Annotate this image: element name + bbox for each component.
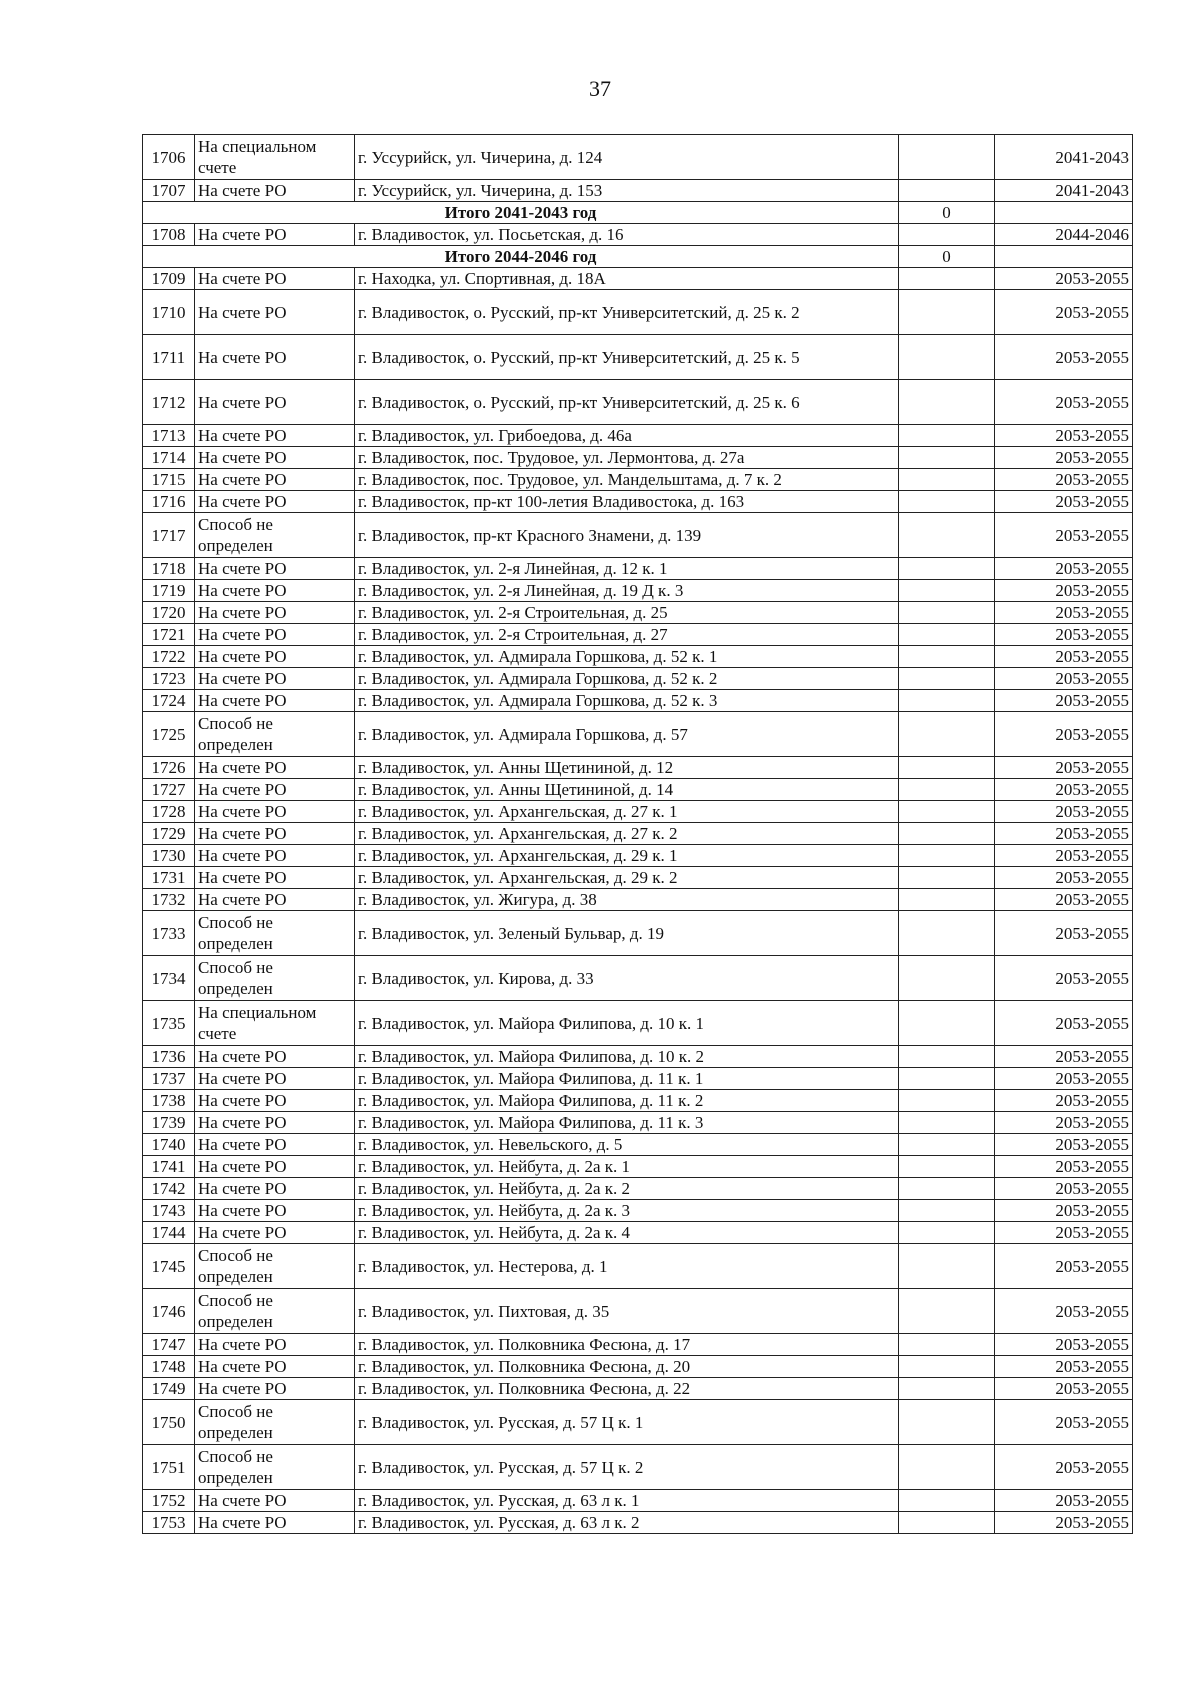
row-address: г. Владивосток, ул. Майора Филипова, д. 11 к. 3 (355, 1112, 899, 1134)
row-method: На счете РО (195, 779, 355, 801)
row-period: 2053-2055 (995, 845, 1133, 867)
row-number: 1740 (143, 1134, 195, 1156)
table-row (143, 469, 1133, 491)
row-address: г. Владивосток, ул. Русская, д. 57 Ц к. 1 (355, 1400, 899, 1445)
row-period: 2053-2055 (995, 1068, 1133, 1090)
row-period: 2053-2055 (995, 1200, 1133, 1222)
row-period: 2053-2055 (995, 867, 1133, 889)
row-method: На счете РО (195, 1134, 355, 1156)
row-address: г. Владивосток, ул. Нейбута, д. 2а к. 4 (355, 1222, 899, 1244)
row-number: 1725 (143, 712, 195, 757)
row-period: 2053-2055 (995, 469, 1133, 491)
row-empty-cell (899, 290, 995, 335)
row-empty-cell (899, 224, 995, 246)
row-number: 1742 (143, 1178, 195, 1200)
table-row (143, 224, 1133, 246)
row-number: 1726 (143, 757, 195, 779)
row-address: г. Владивосток, ул. Нестерова, д. 1 (355, 1244, 899, 1289)
row-period: 2053-2055 (995, 823, 1133, 845)
row-method: Способ не определен (195, 1445, 355, 1490)
row-address: г. Владивосток, ул. Полковника Фесюна, д. 20 (355, 1356, 899, 1378)
row-method: На счете РО (195, 1512, 355, 1534)
row-address: г. Владивосток, ул. Адмирала Горшкова, д. 52 к. 3 (355, 690, 899, 712)
table-row (143, 801, 1133, 823)
row-number: 1734 (143, 956, 195, 1001)
row-method: На счете РО (195, 801, 355, 823)
row-empty-cell (899, 889, 995, 911)
row-period: 2053-2055 (995, 447, 1133, 469)
row-period: 2053-2055 (995, 1222, 1133, 1244)
table-row (143, 624, 1133, 646)
row-empty-cell (899, 1244, 995, 1289)
row-empty-cell (899, 1068, 995, 1090)
row-method: На счете РО (195, 425, 355, 447)
row-period: 2053-2055 (995, 956, 1133, 1001)
row-method: Способ не определен (195, 1244, 355, 1289)
row-period: 2053-2055 (995, 1090, 1133, 1112)
row-address: г. Владивосток, ул. 2-я Линейная, д. 19 Д к. 3 (355, 580, 899, 602)
row-number: 1737 (143, 1068, 195, 1090)
row-number: 1738 (143, 1090, 195, 1112)
row-empty-cell (899, 602, 995, 624)
row-number: 1727 (143, 779, 195, 801)
row-empty-cell (899, 1178, 995, 1200)
row-period: 2053-2055 (995, 801, 1133, 823)
row-address: г. Владивосток, о. Русский, пр-кт Университетский, д. 25 к. 5 (355, 335, 899, 380)
row-address: г. Владивосток, ул. Полковника Фесюна, д. 17 (355, 1334, 899, 1356)
row-period: 2053-2055 (995, 757, 1133, 779)
row-number: 1717 (143, 513, 195, 558)
row-address: г. Владивосток, ул. Анны Щетининой, д. 12 (355, 757, 899, 779)
row-period: 2053-2055 (995, 290, 1133, 335)
row-method: Способ не определен (195, 911, 355, 956)
row-number: 1747 (143, 1334, 195, 1356)
row-method: На счете РО (195, 1068, 355, 1090)
total-label: Итого 2044-2046 год (143, 246, 899, 268)
table-row (143, 1001, 1133, 1046)
row-method: На счете РО (195, 224, 355, 246)
row-period: 2053-2055 (995, 690, 1133, 712)
row-method: На счете РО (195, 1046, 355, 1068)
row-method: На счете РО (195, 469, 355, 491)
row-empty-cell (899, 823, 995, 845)
row-number: 1724 (143, 690, 195, 712)
table-row (143, 1244, 1133, 1289)
row-number: 1732 (143, 889, 195, 911)
row-empty-cell (899, 911, 995, 956)
row-empty-cell (899, 801, 995, 823)
table-row (143, 668, 1133, 690)
row-address: г. Владивосток, ул. Невельского, д. 5 (355, 1134, 899, 1156)
row-method: На счете РО (195, 1156, 355, 1178)
row-period: 2053-2055 (995, 911, 1133, 956)
row-method: На счете РО (195, 1334, 355, 1356)
table-row (143, 779, 1133, 801)
row-address: г. Владивосток, ул. Майора Филипова, д. 11 к. 2 (355, 1090, 899, 1112)
row-address: г. Уссурийск, ул. Чичерина, д. 124 (355, 135, 899, 180)
row-period: 2053-2055 (995, 1400, 1133, 1445)
table-row (143, 447, 1133, 469)
row-number: 1708 (143, 224, 195, 246)
row-period: 2053-2055 (995, 1178, 1133, 1200)
table-row (143, 646, 1133, 668)
row-number: 1709 (143, 268, 195, 290)
row-period: 2053-2055 (995, 602, 1133, 624)
row-period: 2053-2055 (995, 1512, 1133, 1534)
row-method: Способ не определен (195, 712, 355, 757)
row-method: На счете РО (195, 624, 355, 646)
row-empty-cell (899, 580, 995, 602)
row-address: г. Владивосток, ул. Полковника Фесюна, д. 22 (355, 1378, 899, 1400)
row-period: 2053-2055 (995, 1378, 1133, 1400)
table-row (143, 1068, 1133, 1090)
row-period: 2053-2055 (995, 335, 1133, 380)
row-method: Способ не определен (195, 513, 355, 558)
row-number: 1706 (143, 135, 195, 180)
row-empty-cell (899, 1001, 995, 1046)
row-period: 2053-2055 (995, 1356, 1133, 1378)
table-row (143, 1156, 1133, 1178)
page-number: 37 (589, 76, 611, 101)
row-method: На счете РО (195, 1356, 355, 1378)
row-number: 1749 (143, 1378, 195, 1400)
table-row (143, 1046, 1133, 1068)
row-address: г. Владивосток, ул. Зеленый Бульвар, д. 19 (355, 911, 899, 956)
row-period: 2053-2055 (995, 1156, 1133, 1178)
row-period: 2053-2055 (995, 580, 1133, 602)
table-row (143, 513, 1133, 558)
row-period: 2053-2055 (995, 268, 1133, 290)
row-number: 1716 (143, 491, 195, 513)
total-period-empty (995, 202, 1133, 224)
row-address: г. Владивосток, ул. Майора Филипова, д. 10 к. 1 (355, 1001, 899, 1046)
row-address: г. Владивосток, ул. Архангельская, д. 29 к. 2 (355, 867, 899, 889)
row-period: 2053-2055 (995, 558, 1133, 580)
row-address: г. Владивосток, ул. Адмирала Горшкова, д. 52 к. 1 (355, 646, 899, 668)
table-row (143, 823, 1133, 845)
row-address: г. Владивосток, ул. Русская, д. 57 Ц к. 2 (355, 1445, 899, 1490)
row-number: 1713 (143, 425, 195, 447)
table-row (143, 1178, 1133, 1200)
row-period: 2053-2055 (995, 1112, 1133, 1134)
row-method: На счете РО (195, 1222, 355, 1244)
table-row (143, 712, 1133, 757)
row-empty-cell (899, 335, 995, 380)
row-address: г. Владивосток, ул. 2-я Линейная, д. 12 к. 1 (355, 558, 899, 580)
row-address: г. Владивосток, ул. Архангельская, д. 27 к. 1 (355, 801, 899, 823)
row-address: г. Владивосток, ул. Кирова, д. 33 (355, 956, 899, 1001)
row-empty-cell (899, 1134, 995, 1156)
row-method: На счете РО (195, 180, 355, 202)
row-number: 1718 (143, 558, 195, 580)
row-period: 2053-2055 (995, 668, 1133, 690)
table-row (143, 1090, 1133, 1112)
row-address: г. Владивосток, ул. Пихтовая, д. 35 (355, 1289, 899, 1334)
row-empty-cell (899, 469, 995, 491)
row-address: г. Владивосток, пр-кт 100-летия Владивостока, д. 163 (355, 491, 899, 513)
row-method: На счете РО (195, 845, 355, 867)
row-period: 2041-2043 (995, 180, 1133, 202)
row-address: г. Владивосток, ул. Жигура, д. 38 (355, 889, 899, 911)
row-method: На счете РО (195, 491, 355, 513)
row-period: 2053-2055 (995, 1289, 1133, 1334)
row-number: 1712 (143, 380, 195, 425)
table-row (143, 290, 1133, 335)
row-period: 2053-2055 (995, 1244, 1133, 1289)
row-address: г. Владивосток, ул. Архангельская, д. 27 к. 2 (355, 823, 899, 845)
row-period: 2053-2055 (995, 1046, 1133, 1068)
row-method: На счете РО (195, 757, 355, 779)
row-empty-cell (899, 558, 995, 580)
table-row (143, 1490, 1133, 1512)
row-method: На счете РО (195, 1090, 355, 1112)
row-address: г. Владивосток, ул. Посьетская, д. 16 (355, 224, 899, 246)
table-row (143, 1112, 1133, 1134)
row-method: На счете РО (195, 558, 355, 580)
row-address: г. Владивосток, ул. Русская, д. 63 л к. 2 (355, 1512, 899, 1534)
row-address: г. Владивосток, ул. Архангельская, д. 29 к. 1 (355, 845, 899, 867)
table-row (143, 180, 1133, 202)
row-number: 1741 (143, 1156, 195, 1178)
row-method: На специальном счете (195, 135, 355, 180)
row-period: 2053-2055 (995, 513, 1133, 558)
total-row (143, 246, 1133, 268)
row-method: На счете РО (195, 668, 355, 690)
table-row (143, 1200, 1133, 1222)
total-period-empty (995, 246, 1133, 268)
row-empty-cell (899, 1512, 995, 1534)
row-address: г. Владивосток, ул. Грибоедова, д. 46а (355, 425, 899, 447)
row-empty-cell (899, 646, 995, 668)
row-number: 1753 (143, 1512, 195, 1534)
row-method: На счете РО (195, 1200, 355, 1222)
row-address: г. Владивосток, ул. Анны Щетининой, д. 14 (355, 779, 899, 801)
table-row (143, 757, 1133, 779)
row-method: На счете РО (195, 1112, 355, 1134)
row-empty-cell (899, 380, 995, 425)
row-empty-cell (899, 624, 995, 646)
total-label: Итого 2041-2043 год (143, 202, 899, 224)
table-row (143, 268, 1133, 290)
row-method: Способ не определен (195, 956, 355, 1001)
row-empty-cell (899, 867, 995, 889)
row-address: г. Находка, ул. Спортивная, д. 18А (355, 268, 899, 290)
table-row (143, 911, 1133, 956)
row-number: 1748 (143, 1356, 195, 1378)
row-empty-cell (899, 135, 995, 180)
row-empty-cell (899, 956, 995, 1001)
row-empty-cell (899, 1046, 995, 1068)
row-period: 2053-2055 (995, 425, 1133, 447)
row-empty-cell (899, 1112, 995, 1134)
row-period: 2053-2055 (995, 779, 1133, 801)
table-row (143, 867, 1133, 889)
row-method: На счете РО (195, 602, 355, 624)
row-number: 1746 (143, 1289, 195, 1334)
row-number: 1711 (143, 335, 195, 380)
row-empty-cell (899, 1222, 995, 1244)
row-empty-cell (899, 268, 995, 290)
row-period: 2053-2055 (995, 624, 1133, 646)
row-method: На счете РО (195, 335, 355, 380)
row-number: 1714 (143, 447, 195, 469)
table-row (143, 558, 1133, 580)
row-number: 1721 (143, 624, 195, 646)
table-row (143, 602, 1133, 624)
row-method: На счете РО (195, 268, 355, 290)
row-empty-cell (899, 180, 995, 202)
row-address: г. Владивосток, ул. Нейбута, д. 2а к. 3 (355, 1200, 899, 1222)
row-period: 2041-2043 (995, 135, 1133, 180)
row-number: 1733 (143, 911, 195, 956)
row-number: 1736 (143, 1046, 195, 1068)
table-row (143, 135, 1133, 180)
row-address: г. Владивосток, о. Русский, пр-кт Университетский, д. 25 к. 2 (355, 290, 899, 335)
table-row (143, 690, 1133, 712)
table-row (143, 425, 1133, 447)
total-value: 0 (899, 246, 995, 268)
row-period: 2053-2055 (995, 712, 1133, 757)
row-number: 1723 (143, 668, 195, 690)
table-row (143, 1378, 1133, 1400)
row-method: На счете РО (195, 889, 355, 911)
row-period: 2053-2055 (995, 1490, 1133, 1512)
row-period: 2053-2055 (995, 491, 1133, 513)
row-empty-cell (899, 757, 995, 779)
row-method: На счете РО (195, 290, 355, 335)
row-empty-cell (899, 1289, 995, 1334)
row-address: г. Владивосток, пос. Трудовое, ул. Мандельштама, д. 7 к. 2 (355, 469, 899, 491)
row-address: г. Владивосток, пос. Трудовое, ул. Лермонтова, д. 27а (355, 447, 899, 469)
row-number: 1731 (143, 867, 195, 889)
table-row (143, 380, 1133, 425)
row-number: 1710 (143, 290, 195, 335)
row-address: г. Владивосток, ул. 2-я Строительная, д. 25 (355, 602, 899, 624)
housing-table (142, 134, 1133, 1534)
row-address: г. Владивосток, ул. Адмирала Горшкова, д. 52 к. 2 (355, 668, 899, 690)
table-row (143, 1334, 1133, 1356)
row-address: г. Владивосток, ул. Нейбута, д. 2а к. 1 (355, 1156, 899, 1178)
row-address: г. Владивосток, ул. Адмирала Горшкова, д. 57 (355, 712, 899, 757)
row-empty-cell (899, 513, 995, 558)
row-number: 1728 (143, 801, 195, 823)
row-period: 2053-2055 (995, 1134, 1133, 1156)
table-row (143, 1289, 1133, 1334)
row-method: На счете РО (195, 823, 355, 845)
row-empty-cell (899, 447, 995, 469)
row-number: 1739 (143, 1112, 195, 1134)
row-empty-cell (899, 1490, 995, 1512)
row-empty-cell (899, 1378, 995, 1400)
row-number: 1730 (143, 845, 195, 867)
row-method: На счете РО (195, 1178, 355, 1200)
table-row (143, 1134, 1133, 1156)
table-row (143, 491, 1133, 513)
row-number: 1745 (143, 1244, 195, 1289)
row-period: 2053-2055 (995, 1334, 1133, 1356)
row-method: На счете РО (195, 1490, 355, 1512)
row-method: На счете РО (195, 646, 355, 668)
row-method: Способ не определен (195, 1400, 355, 1445)
row-period: 2053-2055 (995, 380, 1133, 425)
row-number: 1735 (143, 1001, 195, 1046)
row-empty-cell (899, 668, 995, 690)
row-method: Способ не определен (195, 1289, 355, 1334)
row-address: г. Владивосток, о. Русский, пр-кт Университетский, д. 25 к. 6 (355, 380, 899, 425)
row-number: 1743 (143, 1200, 195, 1222)
row-empty-cell (899, 1400, 995, 1445)
table-row (143, 1445, 1133, 1490)
table-row (143, 1512, 1133, 1534)
table-row (143, 1400, 1133, 1445)
row-empty-cell (899, 690, 995, 712)
row-empty-cell (899, 1156, 995, 1178)
total-row (143, 202, 1133, 224)
row-address: г. Владивосток, пр-кт Красного Знамени, д. 139 (355, 513, 899, 558)
row-empty-cell (899, 712, 995, 757)
row-empty-cell (899, 491, 995, 513)
row-method: На счете РО (195, 690, 355, 712)
row-period: 2053-2055 (995, 1001, 1133, 1046)
row-period: 2044-2046 (995, 224, 1133, 246)
row-number: 1720 (143, 602, 195, 624)
row-address: г. Владивосток, ул. Майора Филипова, д. 11 к. 1 (355, 1068, 899, 1090)
row-empty-cell (899, 425, 995, 447)
row-period: 2053-2055 (995, 646, 1133, 668)
row-empty-cell (899, 1334, 995, 1356)
table-body (143, 135, 1133, 1534)
row-address: г. Владивосток, ул. Майора Филипова, д. 10 к. 2 (355, 1046, 899, 1068)
row-address: г. Уссурийск, ул. Чичерина, д. 153 (355, 180, 899, 202)
row-empty-cell (899, 779, 995, 801)
row-empty-cell (899, 845, 995, 867)
row-number: 1729 (143, 823, 195, 845)
row-method: На счете РО (195, 1378, 355, 1400)
row-method: На счете РО (195, 447, 355, 469)
row-number: 1715 (143, 469, 195, 491)
row-address: г. Владивосток, ул. Нейбута, д. 2а к. 2 (355, 1178, 899, 1200)
row-address: г. Владивосток, ул. 2-я Строительная, д. 27 (355, 624, 899, 646)
row-period: 2053-2055 (995, 889, 1133, 911)
table-row (143, 1356, 1133, 1378)
row-number: 1751 (143, 1445, 195, 1490)
row-method: На счете РО (195, 580, 355, 602)
table-row (143, 335, 1133, 380)
row-number: 1719 (143, 580, 195, 602)
row-number: 1752 (143, 1490, 195, 1512)
row-number: 1750 (143, 1400, 195, 1445)
total-value: 0 (899, 202, 995, 224)
table-row (143, 580, 1133, 602)
row-number: 1744 (143, 1222, 195, 1244)
row-method: На счете РО (195, 380, 355, 425)
row-method: На счете РО (195, 867, 355, 889)
table-row (143, 845, 1133, 867)
row-period: 2053-2055 (995, 1445, 1133, 1490)
table-row (143, 889, 1133, 911)
row-empty-cell (899, 1445, 995, 1490)
row-empty-cell (899, 1090, 995, 1112)
row-address: г. Владивосток, ул. Русская, д. 63 л к. 1 (355, 1490, 899, 1512)
row-empty-cell (899, 1356, 995, 1378)
table-row (143, 1222, 1133, 1244)
row-empty-cell (899, 1200, 995, 1222)
row-number: 1722 (143, 646, 195, 668)
row-method: На специальном счете (195, 1001, 355, 1046)
row-number: 1707 (143, 180, 195, 202)
table-row (143, 956, 1133, 1001)
